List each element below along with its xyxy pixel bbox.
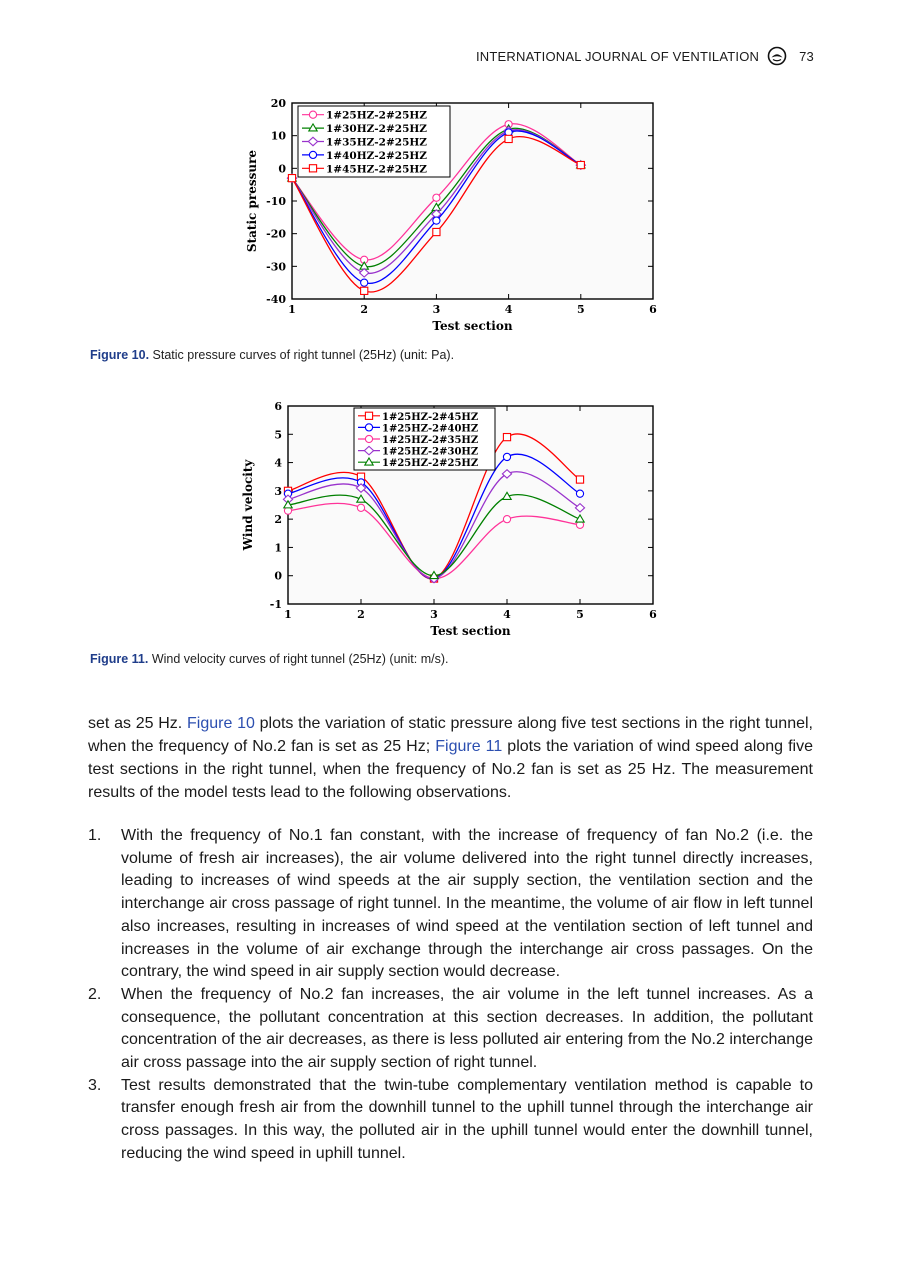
y-tick-label: -1 [269, 598, 282, 611]
x-axis-label: Test section [432, 319, 513, 333]
x-tick-label: 5 [576, 303, 585, 316]
y-tick-label: 20 [270, 97, 286, 110]
x-tick-label: 6 [649, 608, 657, 621]
observations-list [88, 825, 813, 1166]
data-point [505, 135, 512, 142]
legend-label: 1#25HZ-2#35HZ [382, 435, 479, 446]
data-point [576, 490, 583, 497]
y-axis-label: Static pressure [245, 149, 259, 253]
journal-logo-icon [767, 46, 787, 66]
list-item [88, 825, 813, 984]
data-point [433, 228, 440, 235]
y-tick-label: -10 [266, 195, 286, 208]
body-paragraph [88, 712, 813, 804]
legend-marker [365, 412, 372, 419]
legend-label: 1#25HZ-2#25HZ [382, 458, 479, 470]
y-tick-label: 3 [274, 484, 282, 498]
list-item-text: Test results demonstrated that the twin-tube complementary ventilation method is capable to transfer enough fresh air from the downhill tunnel to the uphill tunnel through the interchange air cross passages. In this way, the polluted air in the uphill tunnel would enter the downhill tunnel, reducing the wind speed in uphill tunnel. [121, 1076, 813, 1162]
legend-label: 1#25HZ-2#45HZ [382, 411, 479, 423]
y-tick-label: 4 [274, 456, 282, 470]
legend-label: 1#45HZ-2#25HZ [326, 163, 427, 176]
legend-marker [309, 165, 316, 172]
running-head [476, 46, 814, 66]
figure-10-caption-label: Figure 10. [90, 348, 150, 362]
figure-11-caption-label: Figure 11. [90, 652, 149, 666]
x-tick-label: 6 [649, 303, 657, 316]
y-tick-label: 2 [274, 513, 282, 527]
legend-label: 1#25HZ-2#30HZ [382, 446, 479, 458]
legend-label: 1#30HZ-2#25HZ [326, 123, 427, 136]
x-tick-label: 3 [430, 608, 438, 621]
list-item [88, 1075, 813, 1166]
journal-title: INTERNATIONAL JOURNAL OF VENTILATION [476, 48, 760, 64]
list-item-number: 2. [88, 985, 102, 1003]
x-tick-label: 4 [504, 303, 513, 316]
x-tick-label: 5 [576, 608, 584, 621]
legend [354, 408, 495, 470]
x-tick-label: 2 [357, 608, 365, 621]
figure-11-caption [90, 652, 448, 666]
legend-label: 1#25HZ-2#25HZ [326, 109, 427, 122]
wind-velocity-chart [238, 395, 668, 645]
list-item-number: 1. [88, 827, 102, 844]
list-item-number: 3. [88, 1076, 102, 1094]
x-tick-label: 2 [360, 303, 369, 316]
y-tick-label: -20 [266, 227, 286, 241]
static-pressure-chart [238, 92, 668, 342]
legend-marker [365, 424, 372, 431]
data-point [577, 161, 584, 168]
y-tick-label: -40 [266, 293, 286, 306]
data-point [576, 476, 583, 483]
figure-10-link[interactable]: Figure 10 [186, 715, 255, 732]
figure-11 [238, 395, 668, 645]
data-point [503, 434, 510, 441]
x-tick-label: 3 [432, 303, 441, 316]
data-point [433, 194, 440, 201]
data-point [503, 453, 510, 460]
y-tick-label: 0 [278, 162, 286, 176]
page-number: 73 [799, 48, 814, 64]
y-tick-label: 1 [274, 541, 282, 555]
legend-label: 1#35HZ-2#25HZ [326, 136, 427, 149]
figure-10 [238, 92, 668, 342]
legend-marker [365, 435, 372, 442]
y-tick-label: 6 [274, 400, 282, 413]
y-tick-label: 10 [270, 129, 286, 143]
data-point [433, 217, 440, 224]
data-point [288, 175, 295, 182]
paragraph-part-1: set as 25 Hz. [88, 715, 187, 732]
legend-label: 1#40HZ-2#25HZ [326, 149, 427, 162]
data-point [361, 287, 368, 294]
y-tick-label: -30 [266, 260, 286, 274]
y-tick-label: 0 [274, 569, 282, 583]
figure-10-caption [90, 348, 454, 362]
figure-10-caption-text: Static pressure curves of right tunnel (25Hz) (unit: Pa). [152, 348, 455, 362]
x-tick-label: 1 [288, 303, 296, 316]
list-item [88, 984, 813, 1075]
figure-11-link[interactable]: Figure 11 [435, 738, 503, 755]
paragraph-part-3: plots the variation of wind speed along five test sections in the right tunnel, when the frequency of No.2 fan is set as 25 Hz. The measurement results of the model tests lead to the following observations. [88, 738, 814, 801]
legend [298, 106, 450, 177]
data-point [357, 504, 364, 511]
data-point [503, 516, 510, 523]
legend-marker [309, 111, 316, 118]
x-tick-label: 4 [503, 608, 511, 621]
legend-label: 1#25HZ-2#40HZ [382, 423, 479, 435]
y-axis-label: Wind velocity [241, 459, 255, 551]
x-tick-label: 1 [284, 608, 292, 621]
list-item-text: With the frequency of No.1 fan constant, with the increase of frequency of fan No.2 (i.e. the volume of fresh air increases), the air volume delivered into the right tunnel directly increases, leading to increases of wind speeds at the air supply section, the ventilation section and the interchange air cross passage of right tunnel. In the meantime, the volume of air flow in left tunnel also increases, resulting in increases of wind speed at the ventilation section of left tunnel and increases in the volume of air exchange through the interchange air cross passages. On the contrary, the wind speed in air supply section would decrease. [121, 827, 813, 981]
x-axis-label: Test section [430, 624, 511, 638]
figure-11-caption-text: Wind velocity curves of right tunnel (25Hz) (unit: m/s). [151, 652, 449, 666]
list-item-text: When the frequency of No.2 fan increases, the air volume in the left tunnel increases. As a consequence, the pollutant concentration at this section decreases. In addition, the pollutant concentration of the air decreases, as there is less polluted air entering from the No.2 interchange air cross passage into the air supply section of right tunnel. [121, 985, 813, 1072]
legend-marker [309, 151, 316, 158]
paragraph-part-2: plots the variation of static pressure along five test sections in the right tunnel, when the frequency of No.2 fan is set as 25 Hz; [88, 715, 814, 755]
data-point [361, 279, 368, 286]
y-tick-label: 5 [274, 428, 282, 442]
